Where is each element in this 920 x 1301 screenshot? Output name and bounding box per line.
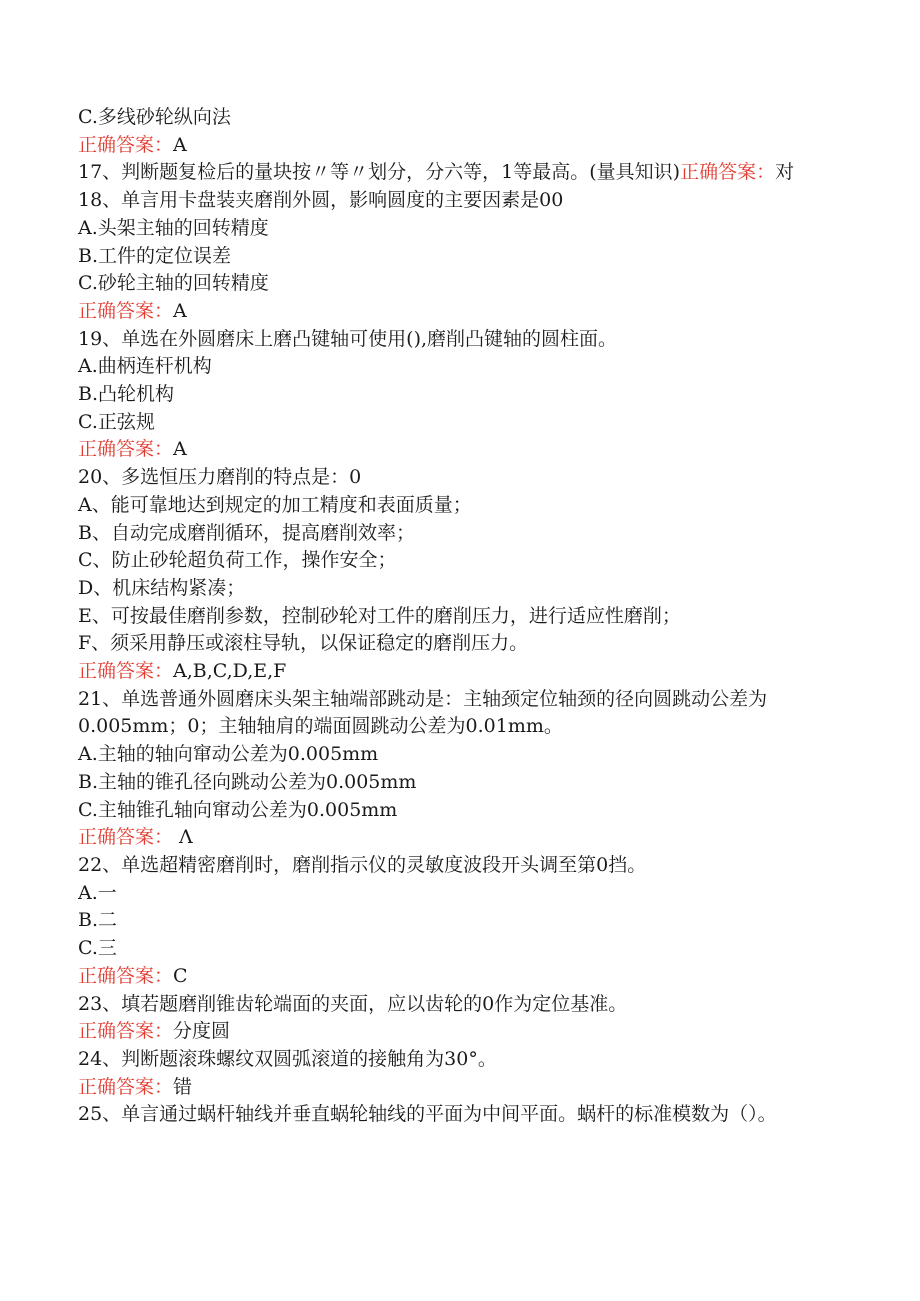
answer-value: A: [173, 299, 187, 322]
question-24: 24、判断题滚珠螺纹双圆弧滚道的接触角为30°。: [78, 1047, 497, 1070]
option-c: C、防止砂轮超负荷工作，操作安全；: [78, 549, 397, 572]
answer-label: 正确答案：: [78, 826, 174, 849]
option-a: A.头架主轴的回转精度: [78, 216, 269, 239]
question-20: 20、多选恒压力磨削的特点是：0: [78, 466, 362, 489]
question-19: 19、单选在外圆磨床上磨凸键轴可使用(),磨削凸键轴的圆柱面。: [78, 327, 618, 350]
answer-value: C: [173, 964, 188, 987]
question-21: 21、单选普通外圆磨床头架主轴端部跳动是：主轴颈定位轴颈的径向圆跳动公差为0.005mm；0；主轴轴肩的端面圆跳动公差为0.01mm。: [78, 687, 768, 738]
answer-label: 正确答案：: [78, 438, 174, 461]
option-c: C.砂轮主轴的回转精度: [78, 272, 269, 295]
option-a: A.主轴的轴向窜动公差为0.005mm: [78, 743, 379, 766]
option-a: A.曲柄连杆机构: [78, 355, 212, 378]
answer-value: Λ: [173, 826, 193, 849]
question-text: 17、判断题复检后的量块按〃等〃划分，分六等，1等最高。(量具知识): [78, 161, 681, 184]
answer-line: [78, 298, 838, 326]
option-c: C.正弦规: [78, 410, 155, 433]
option-d: D、机床结构紧凑；: [78, 576, 246, 599]
answer-value: A: [173, 438, 187, 461]
question-17: [78, 159, 838, 187]
answer-label: 正确答案：: [78, 299, 174, 322]
option-b: B、自动完成磨削循环，提高磨削效率；: [78, 521, 415, 544]
option-c: C.主轴锥孔轴向窜动公差为0.005mm: [78, 798, 398, 821]
answer-label: 正确答案：: [78, 964, 174, 987]
question-25: 25、单言通过蜗杆轴线并垂直蜗轮轴线的平面为中间平面。蜗杆的标准模数为（）。: [78, 1103, 777, 1126]
answer-label: 正确答案：: [78, 133, 174, 156]
answer-label: 正确答案：: [78, 1020, 174, 1043]
option-b: B.工件的定位误差: [78, 244, 232, 267]
answer-label: 正确答案：: [78, 660, 174, 683]
answer-label: 正确答案：: [78, 1075, 174, 1098]
question-23: 23、填若题磨削锥齿轮端面的夹面，应以齿轮的0作为定位基准。: [78, 992, 628, 1015]
answer-value: A,B,C,D,E,F: [173, 660, 287, 683]
option-c-text: C.多线砂轮纵向法: [78, 106, 231, 128]
answer-line: [78, 658, 838, 686]
option-f: F、须采用静压或滚柱导轨，以保证稳定的磨削压力。: [78, 632, 529, 655]
option-b: B.二: [78, 909, 118, 932]
question-18: 18、单言用卡盘装夹磨削外圆，影响圆度的主要因素是00: [78, 189, 564, 212]
answer-value: 对: [775, 161, 795, 184]
answer-label: 正确答案：: [680, 161, 776, 184]
option-a: A.一: [78, 881, 117, 904]
document-body: [78, 104, 838, 1129]
answer-line: [78, 1074, 838, 1102]
answer-value: 错: [173, 1075, 193, 1098]
answer-value: A: [173, 133, 187, 156]
option-b: B.凸轮机构: [78, 383, 175, 406]
answer-line: [78, 963, 838, 991]
answer-line: [78, 824, 838, 852]
question-22: 22、单选超精密磨削时，磨削指示仪的灵敏度波段开头调至第0挡。: [78, 853, 647, 876]
answer-line: [78, 1018, 838, 1046]
answer-line: [78, 436, 838, 464]
option-b: B.主轴的锥孔径向跳动公差为0.005mm: [78, 770, 417, 793]
answer-value: 分度圆: [173, 1020, 231, 1043]
option-e: E、可按最佳磨削参数，控制砂轮对工件的磨削压力，进行适应性磨削；: [78, 604, 681, 627]
answer-line: [78, 132, 838, 160]
option-a: A、能可靠地达到规定的加工精度和表面质量；: [78, 493, 472, 516]
option-c: C.三: [78, 937, 117, 960]
